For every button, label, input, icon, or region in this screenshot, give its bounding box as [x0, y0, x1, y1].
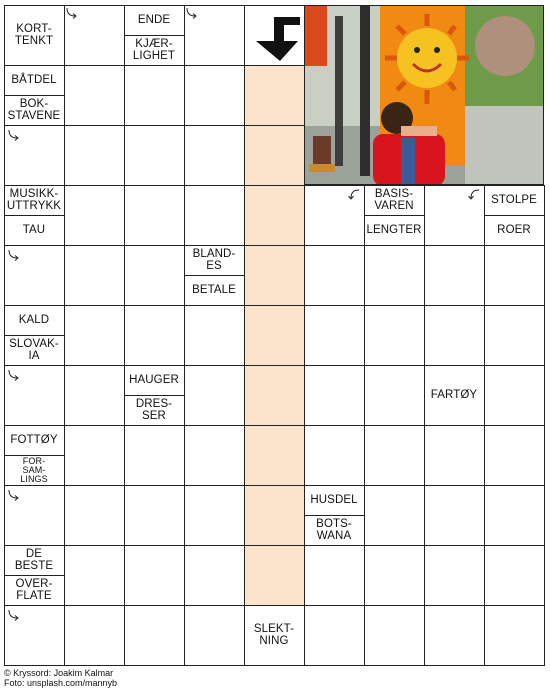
answer-cell[interactable] — [64, 245, 125, 306]
arrow-right-icon — [65, 7, 79, 21]
clue-divider — [485, 215, 544, 216]
clue-bokstavene: BOK- STAVENE — [7, 98, 61, 122]
clue-batdel: BÅTDEL — [11, 74, 57, 86]
answer-cell[interactable] — [124, 125, 185, 186]
clue-stolpe: STOLPE — [491, 194, 537, 206]
answer-cell[interactable] — [244, 485, 305, 546]
clue-slektning: SLEKT- NING — [253, 623, 295, 647]
answer-cell[interactable] — [124, 305, 185, 366]
answer-cell[interactable] — [484, 485, 545, 546]
answer-cell[interactable] — [184, 485, 245, 546]
clue-divider — [5, 335, 64, 336]
answer-cell[interactable] — [64, 185, 125, 246]
answer-cell[interactable] — [64, 65, 125, 126]
clue-divider — [125, 395, 184, 396]
answer-cell[interactable] — [124, 605, 185, 666]
arrow-right-icon — [7, 369, 21, 383]
clue-overflate: OVER- FLATE — [15, 578, 53, 602]
clue-ende: ENDE — [137, 14, 171, 26]
clue-roer: ROER — [497, 224, 531, 236]
clue-kort-tenkt: KORT- TENKT — [14, 23, 54, 47]
clue-divider — [185, 275, 244, 276]
arrow-down-icon — [346, 188, 360, 202]
answer-cell[interactable] — [184, 305, 245, 366]
answer-cell[interactable] — [64, 425, 125, 486]
answer-cell[interactable] — [244, 185, 305, 246]
answer-cell[interactable] — [424, 605, 485, 666]
answer-cell[interactable] — [484, 305, 545, 366]
answer-cell[interactable] — [184, 545, 245, 606]
answer-cell[interactable] — [424, 485, 485, 546]
answer-cell[interactable] — [364, 365, 425, 426]
answer-cell[interactable] — [244, 125, 305, 186]
crossword-grid — [4, 5, 544, 665]
answer-cell[interactable] — [244, 245, 305, 306]
answer-cell[interactable] — [424, 305, 485, 366]
bent-arrow-down-icon — [250, 11, 302, 63]
answer-cell[interactable] — [124, 245, 185, 306]
answer-cell[interactable] — [124, 485, 185, 546]
clue-de-beste: DE BESTE — [14, 548, 54, 572]
arrow-right-icon — [185, 7, 199, 21]
credits — [4, 668, 117, 688]
answer-cell[interactable] — [184, 125, 245, 186]
clue-divider — [5, 215, 64, 216]
clue-botswana: BOTS- WANA — [316, 518, 352, 542]
answer-cell[interactable] — [64, 365, 125, 426]
clue-betale: BETALE — [192, 284, 236, 296]
answer-cell[interactable] — [484, 425, 545, 486]
answer-cell[interactable] — [364, 605, 425, 666]
clue-divider — [125, 35, 184, 36]
answer-cell[interactable] — [124, 545, 185, 606]
answer-cell[interactable] — [304, 245, 365, 306]
answer-cell[interactable] — [64, 485, 125, 546]
answer-cell[interactable] — [244, 425, 305, 486]
answer-cell[interactable] — [364, 425, 425, 486]
arrow-right-icon — [7, 489, 21, 503]
arrow-right-icon — [7, 609, 21, 623]
clue-basisvaren: BASIS- VAREN — [374, 188, 414, 212]
answer-cell[interactable] — [244, 365, 305, 426]
answer-cell[interactable] — [484, 365, 545, 426]
clue-fartoy: FARTØY — [430, 389, 478, 401]
clue-musikkuttrykk: MUSIKK- UTTRYKK — [6, 188, 62, 212]
clue-divider — [305, 515, 364, 516]
clue-tau: TAU — [22, 224, 46, 236]
answer-cell[interactable] — [364, 485, 425, 546]
clue-dresser: DRES- SER — [135, 398, 173, 422]
arrow-down-icon — [466, 188, 480, 202]
photo-credit: Foto: unsplash.com/mannyb — [4, 678, 118, 688]
answer-cell[interactable] — [244, 305, 305, 366]
clue-divider — [5, 95, 64, 96]
answer-cell[interactable] — [184, 365, 245, 426]
answer-cell[interactable] — [64, 125, 125, 186]
answer-cell[interactable] — [424, 245, 485, 306]
arrow-right-icon — [7, 249, 21, 263]
arrow-right-icon — [7, 129, 21, 143]
answer-cell[interactable] — [484, 545, 545, 606]
answer-cell[interactable] — [304, 605, 365, 666]
answer-cell[interactable] — [184, 425, 245, 486]
answer-cell[interactable] — [424, 425, 485, 486]
answer-cell[interactable] — [64, 545, 125, 606]
answer-cell[interactable] — [184, 65, 245, 126]
clue-hauger: HAUGER — [129, 374, 179, 386]
clue-lengter: LENGTER — [366, 224, 422, 236]
clue-kald: KALD — [18, 314, 50, 326]
answer-cell[interactable] — [304, 365, 365, 426]
clue-forsamlings: FOR- SAM- LINGS — [20, 455, 48, 484]
answer-cell[interactable] — [304, 305, 365, 366]
answer-cell[interactable] — [124, 65, 185, 126]
answer-cell[interactable] — [124, 425, 185, 486]
answer-cell[interactable] — [304, 425, 365, 486]
clue-divider — [5, 455, 64, 456]
clue-divider — [365, 215, 424, 216]
answer-cell[interactable] — [364, 545, 425, 606]
clue-fottoy: FOTTØY — [10, 434, 58, 446]
answer-cell[interactable] — [244, 65, 305, 126]
clue-slovakia: SLOVAK- IA — [9, 338, 59, 362]
answer-cell[interactable] — [484, 605, 545, 666]
answer-cell[interactable] — [244, 545, 305, 606]
answer-cell[interactable] — [364, 245, 425, 306]
answer-cell[interactable] — [364, 305, 425, 366]
answer-cell[interactable] — [304, 545, 365, 606]
clue-kjaerlighet: KJÆR- LIGHET — [132, 38, 176, 62]
answer-cell[interactable] — [184, 605, 245, 666]
answer-cell[interactable] — [64, 605, 125, 666]
answer-cell[interactable] — [64, 305, 125, 366]
photo-child-with-sun-painting — [304, 5, 544, 185]
clue-blandes: BLAND- ES — [192, 248, 236, 272]
crossword-credit: © Kryssord: Joakim Kalmar — [4, 668, 114, 678]
answer-cell[interactable] — [184, 185, 245, 246]
clue-divider — [5, 575, 64, 576]
answer-cell[interactable] — [124, 185, 185, 246]
clue-husdel: HUSDEL — [310, 494, 358, 506]
answer-cell[interactable] — [484, 245, 545, 306]
answer-cell[interactable] — [424, 545, 485, 606]
